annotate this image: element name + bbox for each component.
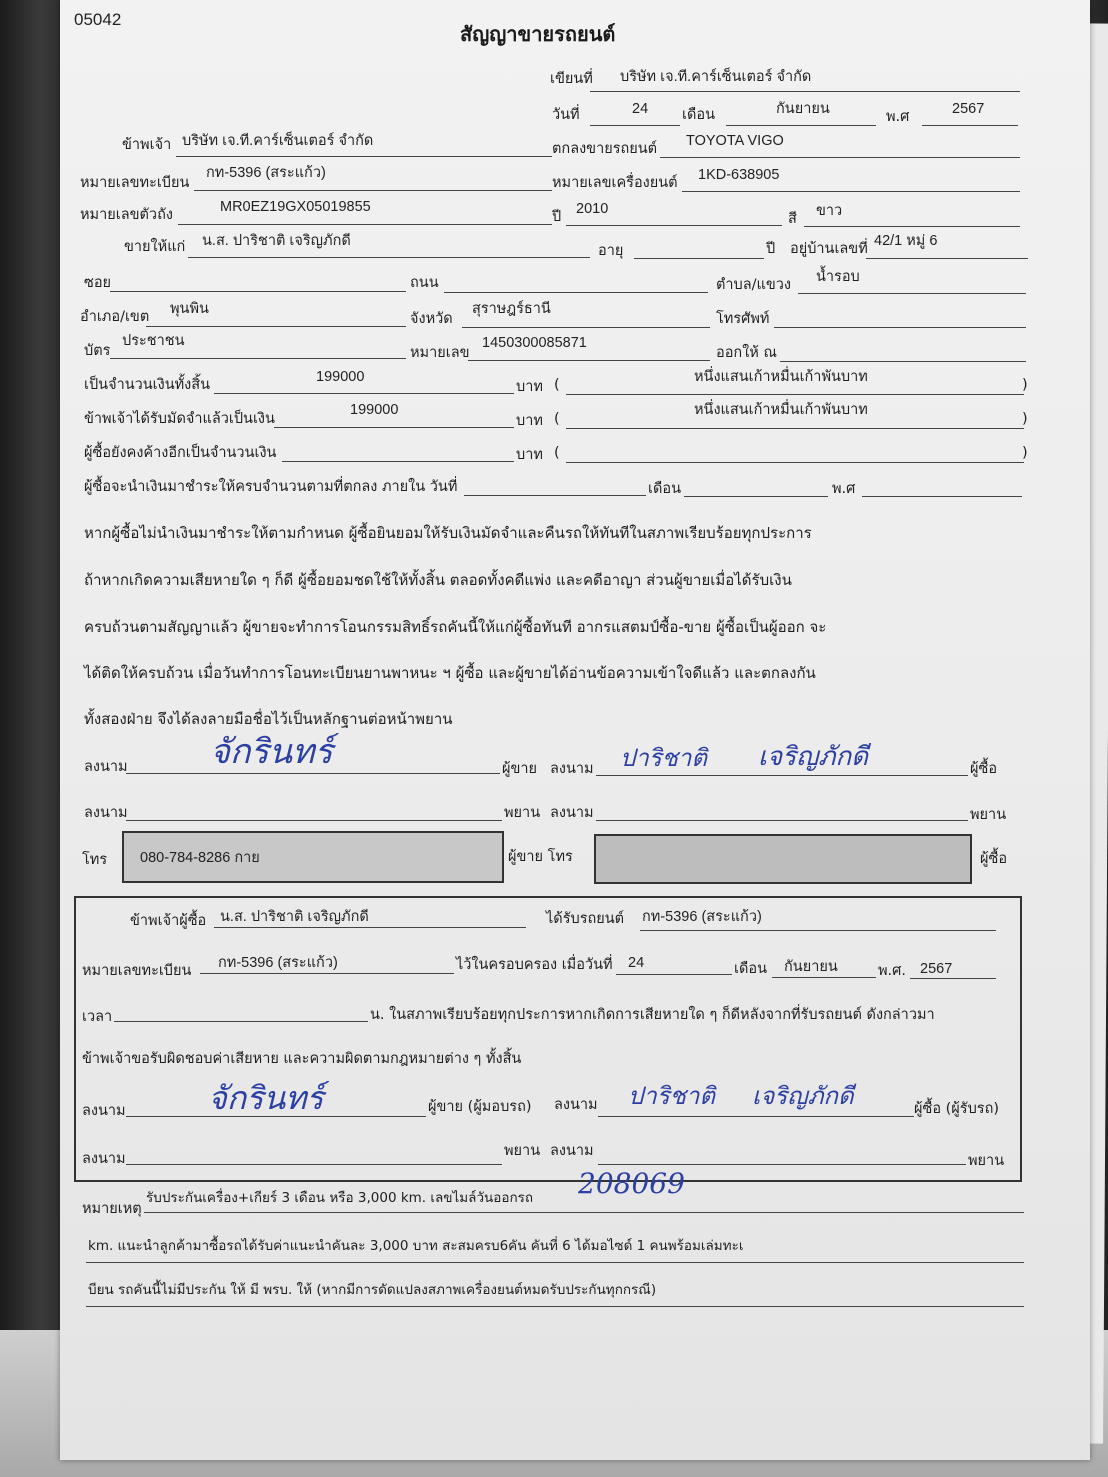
underline [922, 125, 1018, 126]
underline [774, 327, 1026, 328]
witness-label: พยาน [504, 805, 541, 821]
seller-tel-label: ผู้ขาย โทร [508, 849, 573, 865]
witness-label-2: พยาน [970, 807, 1007, 823]
receipt-witness-sign-label-2: ลงนาม [550, 1143, 594, 1159]
handwritten-mileage: 208069 [578, 1167, 685, 1200]
district-value: พุนพิน [170, 301, 209, 317]
subdistrict-value: น้ำรอบ [816, 269, 860, 285]
buyer-receive-label: ผู้ซื้อ (ผู้รับรถ) [914, 1101, 1000, 1117]
terms-line-5: ทั้งสองฝ่าย จึงได้ลงลายมือชื่อไว้เป็นหลักฐานต่อหน้าพยาน [84, 710, 453, 728]
underline [176, 156, 552, 157]
years-label: ปี [766, 241, 776, 257]
receipt-buyer-signature-last: เจริญภักดี [752, 1082, 854, 1110]
date-day: 24 [632, 101, 649, 117]
remarks-line-2: km. แนะนำลูกค้ามาซื้อรถได้รับค่าแนะนำคันละ 3,000 บาท สะสมครบ6คัน คันที่ 6 ได้มอไซด์ 1 คนพร้อมเล่มทะเ [88, 1238, 744, 1254]
underline [590, 125, 680, 126]
terms-line-3: ครบถ้วนตามสัญญาแล้ว ผู้ขายจะทำการโอนกรรมสิทธิ์รถคันนี้ให้แก่ผู้ซื้อทันที อากรแสตมป์ซื้อ-ขาย ผู้ซื้อเป็นผู้ออก จะ [84, 618, 827, 636]
underline [464, 495, 646, 496]
date-label: วันที่ [552, 107, 580, 123]
engine-value: 1KD-638905 [698, 167, 780, 183]
underline [598, 1164, 966, 1165]
remaining-label: ผู้ซื้อยังคงค้างอีกเป็นจำนวนเงิน [84, 445, 277, 461]
total-amount: 199000 [316, 369, 365, 385]
remarks-line-1: รับประกันเครื่อง+เกียร์ 3 เดือน หรือ 3,000 km. เลขไมล์วันออกรถ [146, 1190, 534, 1206]
underline [126, 1164, 502, 1165]
deposit-label: ข้าพเจ้าได้รับมัดจำแล้วเป็นเงิน [84, 411, 275, 427]
underline [194, 190, 552, 191]
receipt-year-label: พ.ศ. [878, 963, 906, 979]
receipt-witness-sign-label: ลงนาม [82, 1151, 126, 1167]
year-label: พ.ศ [886, 109, 910, 125]
underline [86, 1306, 1024, 1307]
terms-line-4: ได้ติดให้ครบถ้วน เมื่อวันทำการโอนทะเบียนยานพาหนะ ฯ ผู้ซื้อ และผู้ขายได้อ่านข้อความเข้าใจดีแล้ว และตกลงกัน [84, 664, 816, 682]
underline [566, 462, 1024, 463]
underline [862, 496, 1022, 497]
underline [772, 977, 876, 978]
received-car: กท-5396 (สระแก้ว) [642, 909, 762, 925]
underline [144, 1212, 1024, 1213]
underline [660, 157, 1020, 158]
underline [274, 427, 514, 428]
receipt-section [74, 896, 1022, 1182]
receipt-witness-label: พยาน [504, 1143, 541, 1159]
color-label: สี [788, 211, 797, 227]
underline [590, 91, 1020, 92]
written-at-value: บริษัท เจ.ที.คาร์เซ็นเตอร์ จำกัด [620, 69, 812, 85]
underline [86, 1262, 1024, 1263]
card-type: ประชาชน [122, 333, 185, 349]
underline [468, 360, 710, 361]
chassis-value: MR0EZ19GX05019855 [220, 199, 371, 215]
deposit-amount: 199000 [350, 402, 399, 418]
underline [114, 1021, 368, 1022]
engine-label: หมายเลขเครื่องยนต์ [552, 175, 678, 191]
due-label: ผู้ซื้อจะนำเงินมาชำระให้ครบจำนวนตามที่ตกลง ภายใน วันที่ [84, 479, 458, 495]
district-label: อำเภอ/เขต [80, 309, 150, 325]
contract-sheet [60, 0, 1090, 1460]
underline [866, 258, 1028, 259]
redacted-buyer-phone [594, 834, 972, 884]
underline [566, 428, 1024, 429]
remaining-close-paren: ) [1022, 445, 1028, 461]
total-label: เป็นจำนวนเงินทั้งสิ้น [84, 377, 211, 393]
buyer-sign-label: ผู้ซื้อ [970, 761, 998, 777]
underline [566, 394, 1024, 395]
sell-to-label: ขายให้แก่ [124, 239, 186, 255]
subdistrict-label: ตำบล/แขวง [716, 277, 792, 293]
underline [282, 461, 514, 462]
car-model: TOYOTA VIGO [686, 133, 784, 149]
month-label: เดือน [682, 107, 715, 123]
deposit-close-paren: ) [1022, 411, 1028, 427]
age-label: อายุ [598, 243, 624, 259]
document-number: 05042 [74, 10, 122, 29]
buyer-signature-last: เจริญภักดี [758, 742, 869, 772]
receipt-witness-label-2: พยาน [968, 1153, 1005, 1169]
receipt-plate: กท-5396 (สระแก้ว) [218, 955, 338, 971]
tel-label: โทร [82, 852, 108, 868]
date-month: กันยายน [776, 101, 830, 117]
underline [726, 125, 876, 126]
soi-label: ซอย [84, 275, 112, 291]
seller-label: ข้าพเจ้า [122, 137, 172, 153]
underline [684, 496, 828, 497]
underline [780, 361, 1026, 362]
possession-label: ไว้ในครอบครอง เมื่อวันที่ [456, 957, 613, 973]
underline [444, 292, 708, 293]
due-month-label: เดือน [648, 481, 681, 497]
receipt-year: 2567 [920, 961, 953, 977]
underline [566, 225, 782, 226]
total-open-paren: ( [554, 377, 560, 393]
remarks-line-3: บียน รถคันนี้ไม่มีประกัน ให้ มี พรบ. ให้ (หากมีการดัดแปลงสภาพเครื่องยนต์หมดรับประกันทุกกรณี) [88, 1282, 657, 1298]
seller-sign-label: ผู้ขาย [502, 761, 538, 777]
receipt-month-label: เดือน [734, 961, 767, 977]
car-year-label: ปี [552, 209, 562, 225]
underline [200, 973, 454, 974]
buyer-name: น.ส. ปาริชาติ เจริญภักดี [202, 233, 351, 249]
receipt-sign-label: ลงนาม [82, 1103, 126, 1119]
house-value: 42/1 หมู่ 6 [874, 233, 938, 249]
due-year-label: พ.ศ [832, 481, 856, 497]
terms-line-2: ถ้าหากเกิดความเสียหายใด ๆ ก็ดี ผู้ซื้อยอมชดใช้ให้ทั้งสิ้น ตลอดทั้งคดีแพ่ง และคดีอาญา ส่วนผู้ขายเมื่อได้รับเงิน [84, 571, 792, 589]
underline [126, 820, 502, 821]
remarks-label: หมายเหตุ [82, 1201, 142, 1217]
deposit-text: หนึ่งแสนเก้าหมื่นเก้าพันบาท [694, 402, 868, 418]
received-label: ได้รับรถยนต์ [546, 911, 625, 927]
receipt-day: 24 [628, 955, 645, 971]
agree-label: ตกลงขายรถยนต์ [552, 141, 658, 157]
seller-name: บริษัท เจ.ที.คาร์เซ็นเตอร์ จำกัด [182, 133, 374, 149]
card-label: บัตร [84, 343, 111, 359]
deposit-open-paren: ( [554, 411, 560, 427]
seller-phone: 080-784-8286 กาย [140, 850, 260, 866]
road-label: ถนน [410, 275, 439, 291]
condition-text: น. ในสภาพเรียบร้อยทุกประการหากเกิดการเสียหายใด ๆ ก็ดีหลังจากที่รับรถยนต์ ดังกล่าวมา [370, 1007, 935, 1023]
underline [598, 1116, 914, 1117]
underline [596, 775, 968, 776]
issued-label: ออกให้ ณ [716, 345, 777, 361]
sign-label-2: ลงนาม [550, 761, 594, 777]
card-no-value: 1450300085871 [482, 335, 587, 351]
liability-text: ข้าพเจ้าขอรับผิดชอบค่าเสียหาย และความผิดตามกฎหมายต่าง ๆ ทั้งสิ้น [82, 1051, 522, 1067]
underline [616, 974, 732, 975]
deposit-baht-label: บาท [516, 413, 543, 429]
underline [910, 978, 996, 979]
chassis-label: หมายเลขตัวถัง [80, 207, 173, 223]
underline [110, 358, 406, 359]
house-label: อยู่บ้านเลขที่ [790, 241, 868, 257]
remaining-baht-label: บาท [516, 447, 543, 463]
plate-label: หมายเลขทะเบียน [80, 175, 190, 191]
buyer-signature-first: ปาริชาติ [620, 744, 707, 772]
underline [214, 927, 526, 928]
total-text: หนึ่งแสนเก้าหมื่นเก้าพันบาท [694, 369, 868, 385]
witness-sign-label-2: ลงนาม [550, 805, 594, 821]
underline [798, 293, 1026, 294]
underline [146, 326, 406, 327]
total-close-paren: ) [1022, 377, 1028, 393]
car-year-value: 2010 [576, 201, 609, 217]
underline [178, 224, 552, 225]
underline [804, 226, 1020, 227]
seller-deliver-label: ผู้ขาย (ผู้มอบรถ) [428, 1099, 532, 1115]
witness-sign-label: ลงนาม [84, 805, 128, 821]
time-label: เวลา [82, 1009, 113, 1025]
underline [634, 258, 764, 259]
receipt-seller-signature: จักรินทร์ [208, 1079, 324, 1117]
underline [110, 291, 406, 292]
written-at-label: เขียนที่ [550, 71, 593, 87]
receipt-month: กันยายน [784, 959, 838, 975]
date-year: 2567 [952, 101, 985, 117]
document-title: สัญญาขายรถยนต์ [460, 22, 616, 46]
receipt-buyer-name: น.ส. ปาริชาติ เจริญภักดี [220, 909, 369, 925]
receipt-plate-label: หมายเลขทะเบียน [82, 963, 192, 979]
seller-signature: จักรินทร์ [210, 732, 333, 772]
underline [126, 773, 500, 774]
total-baht-label: บาท [516, 379, 543, 395]
underline [682, 191, 1020, 192]
receipt-buyer-signature-first: ปาริชาติ [628, 1082, 715, 1110]
underline [188, 257, 590, 258]
underline [596, 820, 968, 821]
province-label: จังหวัด [410, 311, 453, 327]
phone-label: โทรศัพท์ [716, 311, 770, 327]
underline [214, 393, 514, 394]
buyer-tel-label: ผู้ซื้อ [980, 851, 1008, 867]
province-value: สุราษฎร์ธานี [472, 301, 551, 317]
receipt-sign-label-2: ลงนาม [554, 1097, 598, 1113]
card-no-label: หมายเลข [410, 345, 470, 361]
plate-value: กท-5396 (สระแก้ว) [206, 165, 326, 181]
remaining-open-paren: ( [554, 445, 560, 461]
terms-line-1: หากผู้ซื้อไม่นำเงินมาชำระให้ตามกำหนด ผู้ซื้อยินยอมให้รับเงินมัดจำและคืนรถให้ทันทีในสภาพเรียบร้อยทุกประการ [84, 524, 812, 542]
color-value: ขาว [816, 203, 843, 219]
receipt-buyer-label: ข้าพเจ้าผู้ซื้อ [130, 913, 207, 929]
underline [462, 327, 710, 328]
underline [640, 930, 996, 931]
sign-label: ลงนาม [84, 759, 128, 775]
